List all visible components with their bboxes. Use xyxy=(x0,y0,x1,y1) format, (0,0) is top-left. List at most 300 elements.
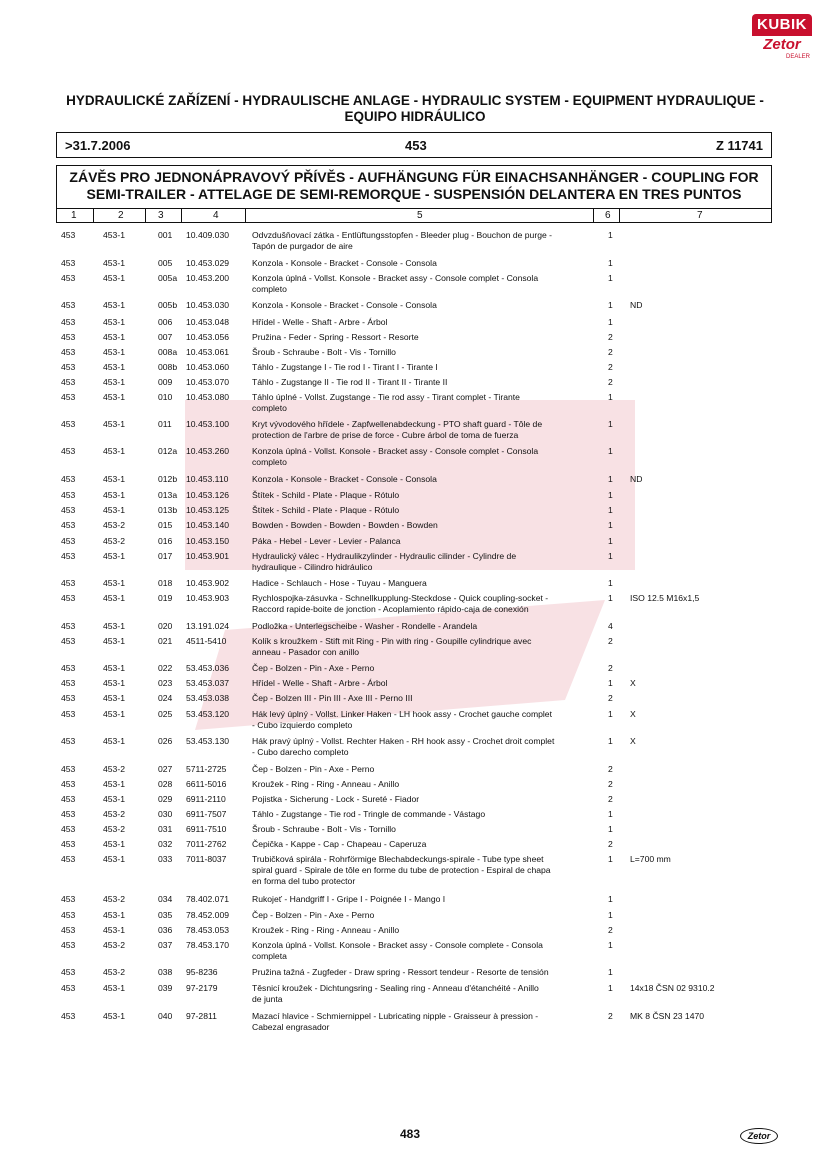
cell-c4: 53.453.036 xyxy=(186,663,230,673)
cell-c4: 10.453.056 xyxy=(186,332,230,342)
cell-c4: 78.452.009 xyxy=(186,910,230,920)
cell-c2: 453-2 xyxy=(103,809,125,819)
cell-note: 14x18 ČSN 02 9310.2 xyxy=(630,983,715,993)
description-line: en forma del tubo protector xyxy=(252,876,356,886)
description-line: completo xyxy=(252,284,287,294)
cell-c4: 10.453.080 xyxy=(186,392,230,402)
logo-dealer: DEALER xyxy=(785,54,810,60)
info-date: >31.7.2006 xyxy=(65,138,131,153)
cell-c4: 10.453.126 xyxy=(186,490,230,500)
cell-quantity: 2 xyxy=(608,377,613,387)
cell-c4: 78.453.053 xyxy=(186,925,230,935)
description-line: Šroub - Schraube - Bolt - Vis - Tornillo xyxy=(252,824,396,834)
cell-c3: 015 xyxy=(158,520,173,530)
cell-c4: 53.453.038 xyxy=(186,693,230,703)
part-description xyxy=(252,910,594,921)
cell-c3: 023 xyxy=(158,678,173,688)
cell-c1: 453 xyxy=(61,419,76,429)
cell-c1: 453 xyxy=(61,824,76,834)
cell-c3: 038 xyxy=(158,967,173,977)
cell-c4: 53.453.120 xyxy=(186,709,230,719)
cell-c1: 453 xyxy=(61,520,76,530)
cell-c1: 453 xyxy=(61,779,76,789)
cell-c3: 009 xyxy=(158,377,173,387)
cell-c3: 028 xyxy=(158,779,173,789)
cell-c1: 453 xyxy=(61,1011,76,1021)
cell-quantity: 1 xyxy=(608,809,613,819)
col-2: 2 xyxy=(118,210,124,221)
cell-quantity: 1 xyxy=(608,230,613,240)
cell-c2: 453-1 xyxy=(103,474,125,484)
cell-c4: 78.453.170 xyxy=(186,940,230,950)
cell-c2: 453-2 xyxy=(103,536,125,546)
info-group: 453 xyxy=(405,138,427,153)
cell-c4: 10.453.048 xyxy=(186,317,230,327)
logo-brand: KUBIK xyxy=(752,14,812,36)
cell-note: ND xyxy=(630,300,643,310)
cell-c2: 453-1 xyxy=(103,636,125,646)
cell-quantity: 2 xyxy=(608,794,613,804)
description-line: Konzola úplná - Vollst. Konsole - Bracket assy - Console complet - Consola xyxy=(252,273,539,283)
cell-c1: 453 xyxy=(61,663,76,673)
cell-quantity: 1 xyxy=(608,273,613,283)
cell-c2: 453-1 xyxy=(103,347,125,357)
cell-c4: 10.453.260 xyxy=(186,446,230,456)
cell-c1: 453 xyxy=(61,940,76,950)
cell-c3: 019 xyxy=(158,593,173,603)
cell-note: MK 8 ČSN 23 1470 xyxy=(630,1011,705,1021)
cell-c4: 10.453.100 xyxy=(186,419,230,429)
cell-c4: 6911-7507 xyxy=(186,809,227,819)
description-line: Podložka - Unterlegscheibe - Washer - Rondelle - Arandela xyxy=(252,621,478,631)
part-description xyxy=(252,377,594,388)
cell-c2: 453-1 xyxy=(103,621,125,631)
cell-quantity: 1 xyxy=(608,678,613,688)
description-line: Rychlospojka-zásuvka - Schnellkupplung-Steckdose - Quick coupling-socket - xyxy=(252,593,549,603)
cell-c1: 453 xyxy=(61,392,76,402)
cell-note: ND xyxy=(630,474,643,484)
cell-c2: 453-1 xyxy=(103,490,125,500)
description-line: Táhlo - Zugstange II - Tie rod II - Tirant II - Tirante II xyxy=(252,377,448,387)
cell-c3: 033 xyxy=(158,854,173,864)
title-box xyxy=(56,165,772,209)
cell-c2: 453-2 xyxy=(103,940,125,950)
cell-c1: 453 xyxy=(61,593,76,603)
part-description xyxy=(252,693,594,704)
part-description xyxy=(252,824,594,835)
column-header xyxy=(56,209,772,223)
description-line: - Cubo darecho completo xyxy=(252,747,349,757)
cell-c3: 036 xyxy=(158,925,173,935)
description-line: Konzola - Konsole - Bracket - Console - Consola xyxy=(252,258,437,268)
cell-c3: 035 xyxy=(158,910,173,920)
cell-c3: 017 xyxy=(158,551,173,561)
description-line: Štítek - Schild - Plate - Plaque - Rótulo xyxy=(252,490,400,500)
cell-c1: 453 xyxy=(61,636,76,646)
part-description xyxy=(252,520,594,531)
description-line: Konzola - Konsole - Bracket - Console - Consola xyxy=(252,474,437,484)
cell-c4: 10.453.125 xyxy=(186,505,230,515)
cell-c1: 453 xyxy=(61,362,76,372)
cell-quantity: 1 xyxy=(608,709,613,719)
cell-quantity: 2 xyxy=(608,925,613,935)
cell-c3: 012a xyxy=(158,446,178,456)
part-description xyxy=(252,347,594,358)
cell-c1: 453 xyxy=(61,794,76,804)
cell-c2: 453-2 xyxy=(103,520,125,530)
part-description xyxy=(252,578,594,589)
cell-quantity: 1 xyxy=(608,940,613,950)
cell-c2: 453-1 xyxy=(103,392,125,402)
cell-c2: 453-1 xyxy=(103,839,125,849)
part-description xyxy=(252,709,594,731)
cell-c1: 453 xyxy=(61,317,76,327)
cell-c3: 013b xyxy=(158,505,178,515)
title-line2: SEMI-TRAILER - ATTELAGE DE SEMI-REMORQUE - SUSPENSIÓN DELANTERA EN TRES PUNTOS xyxy=(86,186,742,202)
cell-c3: 008a xyxy=(158,347,178,357)
cell-c4: 10.453.902 xyxy=(186,578,230,588)
cell-quantity: 2 xyxy=(608,1011,613,1021)
cell-c3: 020 xyxy=(158,621,173,631)
cell-c4: 10.453.030 xyxy=(186,300,230,310)
cell-c4: 10.453.200 xyxy=(186,273,230,283)
description-line: Raccord rapide-boite de jonction - Acoplamiento rápido-caja de conexión xyxy=(252,604,529,614)
description-line: Tapón de purgador de aire xyxy=(252,241,353,251)
cell-c4: 10.453.140 xyxy=(186,520,230,530)
cell-c3: 030 xyxy=(158,809,173,819)
cell-c3: 016 xyxy=(158,536,173,546)
cell-c1: 453 xyxy=(61,839,76,849)
part-description xyxy=(252,273,594,295)
info-code: Z 11741 xyxy=(716,138,763,153)
cell-c3: 029 xyxy=(158,794,173,804)
cell-quantity: 1 xyxy=(608,983,613,993)
cell-c4: 10.453.901 xyxy=(186,551,230,561)
cell-c1: 453 xyxy=(61,474,76,484)
description-line: Konzola úplná - Vollst. Konsole - Bracket assy - Console complete - Consola xyxy=(252,940,543,950)
cell-c4: 10.453.070 xyxy=(186,377,230,387)
cell-c2: 453-2 xyxy=(103,824,125,834)
cell-c1: 453 xyxy=(61,230,76,240)
cell-quantity: 2 xyxy=(608,779,613,789)
cell-c2: 453-1 xyxy=(103,300,125,310)
cell-c3: 039 xyxy=(158,983,173,993)
logo-sub: Zetor xyxy=(763,36,801,53)
cell-note: X xyxy=(630,709,636,719)
cell-quantity: 2 xyxy=(608,693,613,703)
description-line: Kroužek - Ring - Ring - Anneau - Anillo xyxy=(252,779,400,789)
description-line: Rukojeť - Handgriff I - Gripe I - Poignée I - Mango I xyxy=(252,894,446,904)
cell-quantity: 2 xyxy=(608,332,613,342)
part-description xyxy=(252,940,594,962)
cell-c1: 453 xyxy=(61,377,76,387)
cell-c2: 453-1 xyxy=(103,983,125,993)
cell-c4: 13.191.024 xyxy=(186,621,230,631)
description-line: Pojistka - Sicherung - Lock - Sureté - Fiador xyxy=(252,794,420,804)
cell-c2: 453-1 xyxy=(103,593,125,603)
part-description xyxy=(252,505,594,516)
cell-c1: 453 xyxy=(61,621,76,631)
cell-c1: 453 xyxy=(61,446,76,456)
part-description xyxy=(252,794,594,805)
cell-c3: 006 xyxy=(158,317,173,327)
description-line: protection de l'arbre de prise de force - Cubre árbol de toma de fuerza xyxy=(252,430,519,440)
cell-c2: 453-1 xyxy=(103,779,125,789)
cell-c2: 453-1 xyxy=(103,377,125,387)
description-line: Čep - Bolzen - Pin - Axe - Perno xyxy=(252,764,375,774)
description-line: Mazací hlavice - Schmiernippel - Lubricating nipple - Graisseur à pression - xyxy=(252,1011,539,1021)
description-line: Čep - Bolzen - Pin - Axe - Perno xyxy=(252,663,375,673)
cell-c3: 012b xyxy=(158,474,178,484)
cell-c3: 024 xyxy=(158,693,173,703)
cell-c2: 453-2 xyxy=(103,894,125,904)
cell-c1: 453 xyxy=(61,809,76,819)
cell-quantity: 2 xyxy=(608,663,613,673)
cell-note: X xyxy=(630,736,636,746)
cell-c1: 453 xyxy=(61,578,76,588)
description-line: de junta xyxy=(252,994,283,1004)
cell-quantity: 2 xyxy=(608,347,613,357)
cell-quantity: 1 xyxy=(608,894,613,904)
cell-c4: 53.453.130 xyxy=(186,736,230,746)
cell-quantity: 1 xyxy=(608,736,613,746)
cell-c1: 453 xyxy=(61,258,76,268)
description-line: Kroužek - Ring - Ring - Anneau - Anillo xyxy=(252,925,400,935)
part-description xyxy=(252,419,594,441)
cell-quantity: 1 xyxy=(608,551,613,561)
part-description xyxy=(252,983,594,1005)
cell-c4: 97-2179 xyxy=(186,983,218,993)
cell-c1: 453 xyxy=(61,764,76,774)
col-7: 7 xyxy=(697,210,703,221)
description-line: Hák pravý úplný - Vollst. Rechter Haken - RH hook assy - Crochet droit complet xyxy=(252,736,555,746)
description-line: Štítek - Schild - Plate - Plaque - Rótulo xyxy=(252,505,400,515)
cell-c4: 7011-8037 xyxy=(186,854,227,864)
part-description xyxy=(252,1011,594,1033)
cell-quantity: 1 xyxy=(608,578,613,588)
description-line: completo xyxy=(252,457,287,467)
cell-c3: 032 xyxy=(158,839,173,849)
cell-c1: 453 xyxy=(61,505,76,515)
description-line: Hřídel - Welle - Shaft - Arbre - Árbol xyxy=(252,678,388,688)
cell-c1: 453 xyxy=(61,678,76,688)
cell-quantity: 1 xyxy=(608,593,613,603)
description-line: Hřídel - Welle - Shaft - Arbre - Árbol xyxy=(252,317,388,327)
cell-note: L=700 mm xyxy=(630,854,671,864)
col-5: 5 xyxy=(417,210,423,221)
part-description xyxy=(252,894,594,905)
cell-c2: 453-1 xyxy=(103,258,125,268)
header-line2: EQUIPO HIDRÁULICO xyxy=(344,109,486,124)
cell-c1: 453 xyxy=(61,490,76,500)
col-4: 4 xyxy=(213,210,219,221)
cell-c1: 453 xyxy=(61,551,76,561)
cell-c2: 453-2 xyxy=(103,967,125,977)
description-line: spiral guard - Spirale de tôle en forme du tube de protection - Espiral de chapa xyxy=(252,865,551,875)
part-description xyxy=(252,392,594,414)
cell-c3: 008b xyxy=(158,362,178,372)
cell-c4: 7011-2762 xyxy=(186,839,227,849)
part-description xyxy=(252,474,594,485)
cell-c4: 6611-5016 xyxy=(186,779,227,789)
cell-c4: 95-8236 xyxy=(186,967,218,977)
part-description xyxy=(252,621,594,632)
description-line: Čep - Bolzen - Pin - Axe - Perno xyxy=(252,910,375,920)
cell-c4: 10.453.060 xyxy=(186,362,230,372)
part-description xyxy=(252,551,594,573)
description-line: Táhlo - Zugstange - Tie rod - Tringle de commande - Vástago xyxy=(252,809,486,819)
section-header xyxy=(50,93,780,125)
part-description xyxy=(252,230,594,252)
description-line: completa xyxy=(252,951,287,961)
cell-c4: 53.453.037 xyxy=(186,678,230,688)
cell-quantity: 1 xyxy=(608,910,613,920)
cell-c3: 025 xyxy=(158,709,173,719)
cell-c2: 453-1 xyxy=(103,854,125,864)
info-bar xyxy=(56,132,772,158)
part-description xyxy=(252,764,594,775)
title-line1: ZÁVĚS PRO JEDNONÁPRAVOVÝ PŘÍVĚS - AUFHÄNGUNG FÜR EINACHSANHÄNGER - COUPLING FOR xyxy=(69,169,759,185)
cell-quantity: 2 xyxy=(608,636,613,646)
description-line: Pružina - Feder - Spring - Ressort - Resorte xyxy=(252,332,419,342)
cell-c2: 453-1 xyxy=(103,736,125,746)
cell-c2: 453-1 xyxy=(103,693,125,703)
cell-c3: 034 xyxy=(158,894,173,904)
description-line: Hák levý úplný - Vollst. Linker Haken - LH hook assy - Crochet gauche complet xyxy=(252,709,552,719)
cell-c4: 6911-2110 xyxy=(186,794,226,804)
description-line: Čep - Bolzen III - Pin III - Axe III - Perno III xyxy=(252,693,413,703)
cell-c4: 6911-7510 xyxy=(186,824,227,834)
cell-c2: 453-1 xyxy=(103,925,125,935)
cell-quantity: 1 xyxy=(608,317,613,327)
cell-c1: 453 xyxy=(61,693,76,703)
cell-c3: 005 xyxy=(158,258,173,268)
description-line: Šroub - Schraube - Bolt - Vis - Tornillo xyxy=(252,347,396,357)
part-description xyxy=(252,490,594,501)
cell-c3: 001 xyxy=(158,230,173,240)
part-description xyxy=(252,839,594,850)
cell-quantity: 1 xyxy=(608,824,613,834)
cell-quantity: 1 xyxy=(608,520,613,530)
cell-c4: 10.453.110 xyxy=(186,474,229,484)
cell-c2: 453-1 xyxy=(103,663,125,673)
cell-quantity: 2 xyxy=(608,839,613,849)
description-line: Kryt vývodového hřídele - Zapfwellenabdeckung - PTO shaft guard - Tôle de xyxy=(252,419,543,429)
cell-c3: 013a xyxy=(158,490,178,500)
cell-c2: 453-1 xyxy=(103,446,125,456)
part-description xyxy=(252,258,594,269)
description-line: Táhlo úplné - Vollst. Zugstange - Tie rod assy - Tirant complet - Tirante xyxy=(252,392,520,402)
cell-c4: 10.453.903 xyxy=(186,593,230,603)
cell-c1: 453 xyxy=(61,536,76,546)
cell-c3: 005a xyxy=(158,273,178,283)
description-line: Konzola - Konsole - Bracket - Console - Consola xyxy=(252,300,437,310)
cell-quantity: 1 xyxy=(608,967,613,977)
cell-c1: 453 xyxy=(61,273,76,283)
cell-c1: 453 xyxy=(61,709,76,719)
cell-c4: 10.453.029 xyxy=(186,258,230,268)
description-line: Bowden - Bowden - Bowden - Bowden - Bowden xyxy=(252,520,438,530)
cell-quantity: 1 xyxy=(608,419,613,429)
cell-c2: 453-1 xyxy=(103,578,125,588)
cell-c2: 453-1 xyxy=(103,332,125,342)
header-line1: HYDRAULICKÉ ZAŘÍZENÍ - HYDRAULISCHE ANLAGE - HYDRAULIC SYSTEM - EQUIPMENT HYDRAULIQUE - xyxy=(66,93,764,108)
page-number: 483 xyxy=(400,1127,421,1141)
description-line: - Cubo izquierdo completo xyxy=(252,720,353,730)
zetor-logo: Zetor xyxy=(740,1128,778,1144)
part-description xyxy=(252,678,594,689)
cell-c3: 031 xyxy=(158,824,173,834)
cell-c2: 453-1 xyxy=(103,709,125,719)
part-description xyxy=(252,317,594,328)
cell-quantity: 1 xyxy=(608,446,613,456)
cell-c4: 97-2811 xyxy=(186,1011,217,1021)
cell-c1: 453 xyxy=(61,967,76,977)
cell-quantity: 1 xyxy=(608,258,613,268)
cell-c2: 453-1 xyxy=(103,273,125,283)
cell-c2: 453-1 xyxy=(103,230,125,240)
part-description xyxy=(252,925,594,936)
description-line: completo xyxy=(252,403,287,413)
description-line: Cabezal engrasador xyxy=(252,1022,330,1032)
cell-c3: 005b xyxy=(158,300,178,310)
cell-c3: 027 xyxy=(158,764,173,774)
part-description xyxy=(252,809,594,820)
cell-c4: 4511-5410 xyxy=(186,636,227,646)
kubik-logo xyxy=(752,14,812,72)
cell-quantity: 1 xyxy=(608,490,613,500)
cell-c2: 453-2 xyxy=(103,764,125,774)
cell-c3: 037 xyxy=(158,940,173,950)
part-description xyxy=(252,593,594,615)
cell-c2: 453-1 xyxy=(103,678,125,688)
part-description xyxy=(252,854,594,887)
part-description xyxy=(252,636,594,658)
cell-c4: 10.453.061 xyxy=(186,347,230,357)
description-line: Pružina tažná - Zugfeder - Draw spring - Ressort tendeur - Resorte de tensión xyxy=(252,967,549,977)
description-line: Hydraulický válec - Hydraulikzylinder - Hydraulic cilinder - Cylindre de xyxy=(252,551,517,561)
description-line: Kolík s kroužkem - Stift mit Ring - Pin with ring - Goupille cylindrique avec xyxy=(252,636,532,646)
part-description xyxy=(252,536,594,547)
cell-c2: 453-1 xyxy=(103,419,125,429)
cell-c4: 10.453.150 xyxy=(186,536,230,546)
cell-c3: 018 xyxy=(158,578,173,588)
cell-quantity: 1 xyxy=(608,300,613,310)
cell-quantity: 1 xyxy=(608,474,613,484)
part-description xyxy=(252,362,594,373)
cell-c4: 78.402.071 xyxy=(186,894,230,904)
cell-quantity: 1 xyxy=(608,854,613,864)
description-line: Odvzdušňovací zátka - Entlüftungsstopfen - Bleeder plug - Bouchon de purge - xyxy=(252,230,553,240)
cell-quantity: 1 xyxy=(608,392,613,402)
cell-c1: 453 xyxy=(61,983,76,993)
cell-c1: 453 xyxy=(61,736,76,746)
description-line: anneau - Pasador con anillo xyxy=(252,647,360,657)
cell-c3: 021 xyxy=(158,636,173,646)
cell-c3: 026 xyxy=(158,736,173,746)
cell-quantity: 2 xyxy=(608,362,613,372)
cell-quantity: 2 xyxy=(608,764,613,774)
description-line: Hadice - Schlauch - Hose - Tuyau - Manguera xyxy=(252,578,427,588)
part-description xyxy=(252,332,594,343)
cell-c1: 453 xyxy=(61,332,76,342)
cell-c1: 453 xyxy=(61,910,76,920)
part-description xyxy=(252,967,594,978)
cell-c2: 453-1 xyxy=(103,317,125,327)
cell-quantity: 1 xyxy=(608,505,613,515)
cell-c3: 022 xyxy=(158,663,173,673)
cell-c2: 453-1 xyxy=(103,551,125,561)
